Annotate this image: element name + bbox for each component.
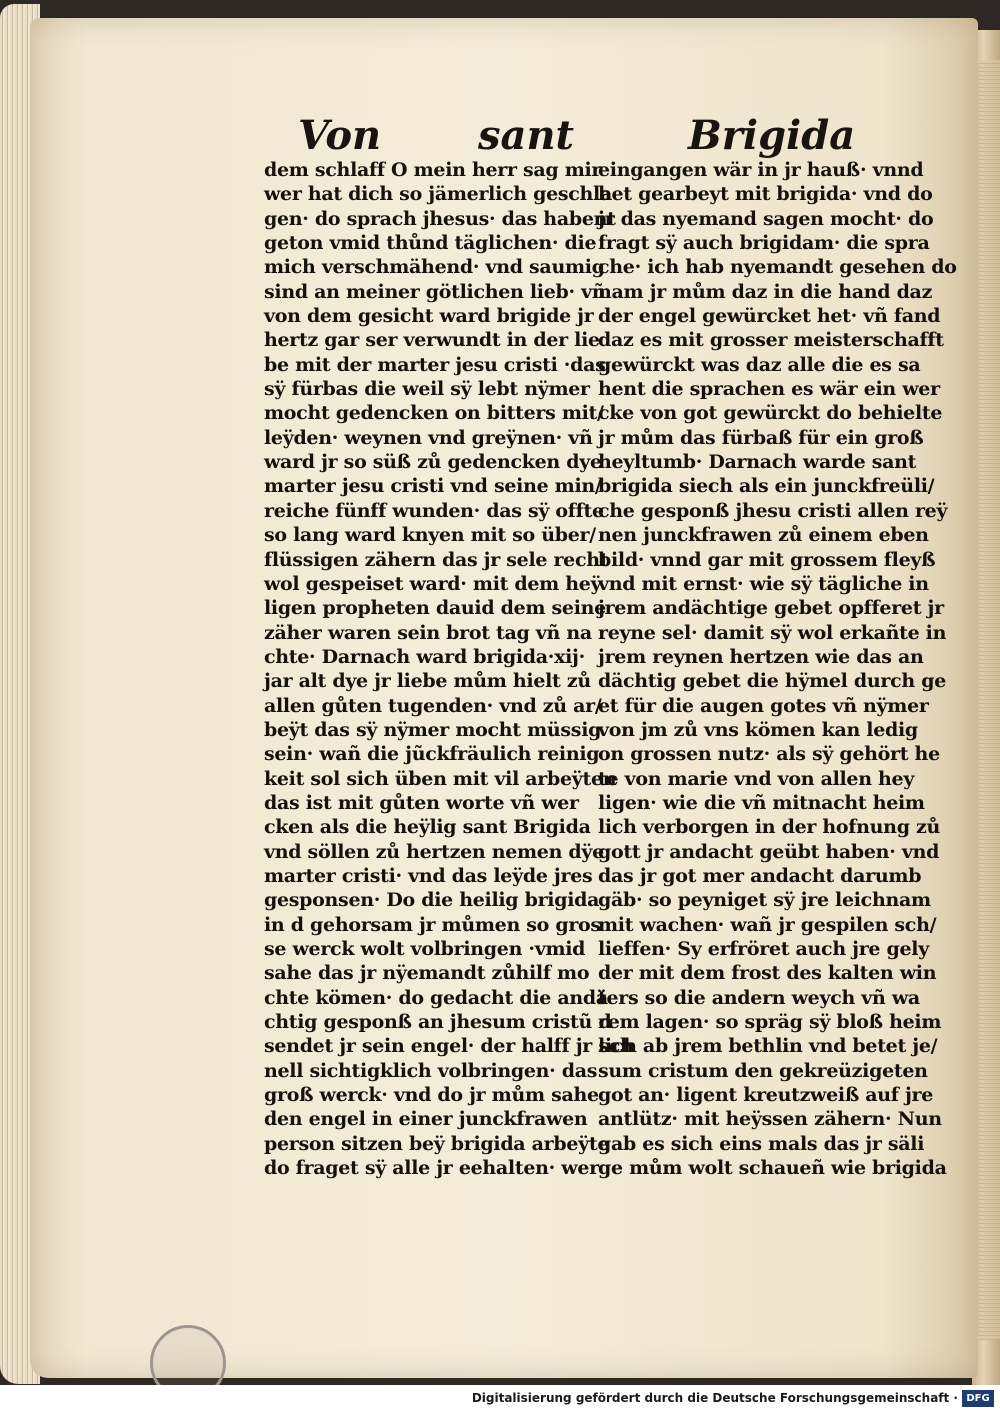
text-line: jrem reynen hertzen wie das an [598, 645, 924, 668]
text-line: mich verschmähend· vnd saumig [264, 256, 605, 279]
text-line: do fraget sÿ alle jr eehalten· wer [264, 1157, 599, 1180]
text-line: chte· Darnach ward brigida·xij· [264, 645, 585, 668]
text-line: vnd söllen zů hertzen nemen dÿe [264, 840, 604, 863]
text-line: in d gehorsam jr můmen so gros [264, 913, 601, 936]
text-line: von dem gesicht ward brigide jr [264, 305, 594, 328]
text-line: der engel gewürcket het· vñ fand [598, 305, 941, 328]
text-line: person sitzen beÿ brigida arbeÿte [264, 1132, 610, 1155]
text-line: chte kömen· do gedacht die andä [264, 986, 608, 1009]
text-line: het gearbeyt mit brigida· vnd do [598, 183, 933, 206]
text-line: vnd mit ernst· wie sÿ tägliche in [598, 572, 929, 595]
running-head-word-1: Von [298, 112, 382, 159]
text-line: das ist mit gůten worte vñ wer [264, 791, 579, 814]
text-line: geton vmid thůnd täglichen· die [264, 232, 597, 255]
text-line: se werck wolt volbringen ·vmid [264, 938, 586, 960]
text-line: jr mům das fürbaß für ein groß [598, 426, 924, 449]
text-line: lich ab jrem bethlin vnd betet je/ [598, 1035, 938, 1058]
text-line: reiche fünff wunden· das sÿ offte [264, 499, 604, 522]
text-line: che gesponß jhesu cristi allen reÿ [598, 499, 948, 522]
text-line: wol gespeiset ward· mit dem heÿ [264, 572, 602, 595]
text-line: dächtig gebet die hÿmel durch ge [598, 670, 946, 693]
text-line: lich verborgen in der hofnung zů [598, 816, 940, 839]
text-line: jar alt dye jr liebe mům hielt zů [264, 670, 591, 693]
text-line: beÿt das sÿ nÿmer mocht müssig [264, 718, 602, 741]
text-line: chtig gesponß an jhesum cristũ d [264, 1011, 612, 1034]
text-line: allen gůten tugenden· vnd zů ar/ [264, 694, 602, 717]
text-line: gab es sich eins mals das jr säli [598, 1132, 925, 1155]
text-line: antlütz· mit heÿssen zähern· Nun [598, 1108, 942, 1131]
text-line: von jm zů vns kömen kan ledig [598, 718, 918, 741]
funding-credit: Digitalisierung gefördert durch die Deutsche Forschungsgemeinschaft · [471, 1391, 958, 1405]
text-line: flüssigen zähern das jr sele recht [264, 548, 609, 571]
text-line: fragt sÿ auch brigidam· die spra [598, 232, 930, 255]
text-line: got an· ligent kreutzweiß auf jre [598, 1084, 934, 1107]
text-line: sÿ fürbas die weil sÿ lebt nÿmer [264, 378, 590, 401]
text-line: sendet jr sein engel· der halff jr sch [264, 1035, 634, 1058]
text-line: so lang ward knyen mit so über/ [264, 524, 596, 547]
text-line: mocht gedencken on bitters mit/ [264, 402, 604, 425]
text-line: hent die sprachen es wär ein wer [598, 378, 940, 401]
text-line: reyne sel· damit sÿ wol erkañte in [598, 621, 947, 644]
text-line: sum cristum den gekreüzigeten [598, 1059, 928, 1082]
text-line: marter jesu cristi vnd seine min/ [264, 475, 602, 498]
text-line: cke von got gewürckt do behielte [598, 402, 943, 425]
footer-bar [0, 1385, 1000, 1413]
text-line: keit sol sich üben mit vil arbeÿten [264, 767, 617, 790]
text-line: brigida siech als ein junckfreüli/ [598, 475, 935, 498]
text-line: ward jr so süß zů gedencken dye [264, 451, 602, 474]
text-line: ligen propheten dauid dem seine [264, 597, 606, 620]
text-line: dem schlaff O mein herr sag mir [264, 159, 602, 181]
text-line: sein· wañ die jũckfräulich reinig [264, 743, 600, 766]
text-line: rem lagen· so spräg sÿ bloß heim [598, 1011, 942, 1034]
text-line: ligen· wie die vñ mitnacht heim [598, 791, 925, 814]
text-line: sahe das jr nÿemandt zůhilf mo [264, 962, 590, 985]
text-line: che· ich hab nyemandt gesehen do [598, 256, 957, 279]
dfg-logo-icon: DFG [962, 1390, 994, 1407]
text-line: den engel in einer junckfrawen [264, 1108, 588, 1131]
right-page-stack-edge [976, 60, 1000, 1340]
text-line: ters so die andern weych vñ wa [598, 986, 920, 1009]
text-line: gäb· so peyniget sÿ jre leichnam [598, 889, 931, 912]
text-line: cken als die heÿlig sant Brigida [264, 816, 591, 839]
text-line: eingangen wär in jr hauß· vnnd [598, 159, 924, 181]
text-line: jrem andächtige gebet opfferet jr [598, 597, 944, 620]
text-line: et für die augen gotes vñ nÿmer [598, 694, 929, 717]
text-line: on grossen nutz· als sÿ gehört he [598, 743, 940, 766]
text-line: gesponsen· Do die heilig brigida [264, 889, 600, 912]
left-text-column [264, 158, 634, 1180]
text-line: daz es mit grosser meisterschafft [598, 329, 944, 352]
text-line: bild· vnnd gar mit grossem fleyß [598, 548, 936, 571]
text-line: ge mům wolt schaueñ wie brigida [598, 1157, 947, 1180]
text-line: gen· do sprach jhesus· das habent [264, 207, 616, 230]
text-line: hertz gar ser verwundt in der lie [264, 329, 600, 352]
text-line: marter cristi· vnd das leÿde jres [264, 864, 593, 887]
text-line: leÿden· weynen vnd greÿnen· vñ [264, 426, 593, 449]
text-line: te von marie vnd von allen hey [598, 767, 915, 790]
text-line: zäher waren sein brot tag vñ na [264, 621, 592, 644]
text-line: der mit dem frost des kalten win [598, 962, 937, 985]
text-line: jr das nyemand sagen mocht· do [598, 207, 934, 230]
running-head-word-3: Brigida [688, 112, 856, 159]
text-line: sind an meiner götlichen lieb· vñ [264, 280, 606, 303]
text-line: nell sichtigklich volbringen· das [264, 1059, 598, 1082]
running-head-word-2: sant [478, 112, 574, 159]
text-line: lieffen· Sy erfröret auch jre gely [598, 938, 929, 960]
text-line: wer hat dich so jämerlich geschla [264, 183, 612, 206]
text-line: groß werck· vnd do jr mům sahe [264, 1084, 599, 1107]
text-line: nen junckfrawen zů einem eben [598, 524, 929, 547]
text-line: das jr got mer andacht darumb [598, 864, 922, 887]
text-line: nam jr mům daz in die hand daz [598, 280, 933, 303]
text-line: mit wachen· wañ jr gespilen sch/ [598, 913, 937, 936]
right-text-column [598, 158, 957, 1180]
text-line: be mit der marter jesu cristi ·das [264, 353, 606, 376]
text-line: heyltumb· Darnach warde sant [598, 451, 917, 474]
text-line: gewürckt was daz alle die es sa [598, 353, 921, 376]
text-line: gott jr andacht geübt haben· vnd [598, 840, 940, 863]
